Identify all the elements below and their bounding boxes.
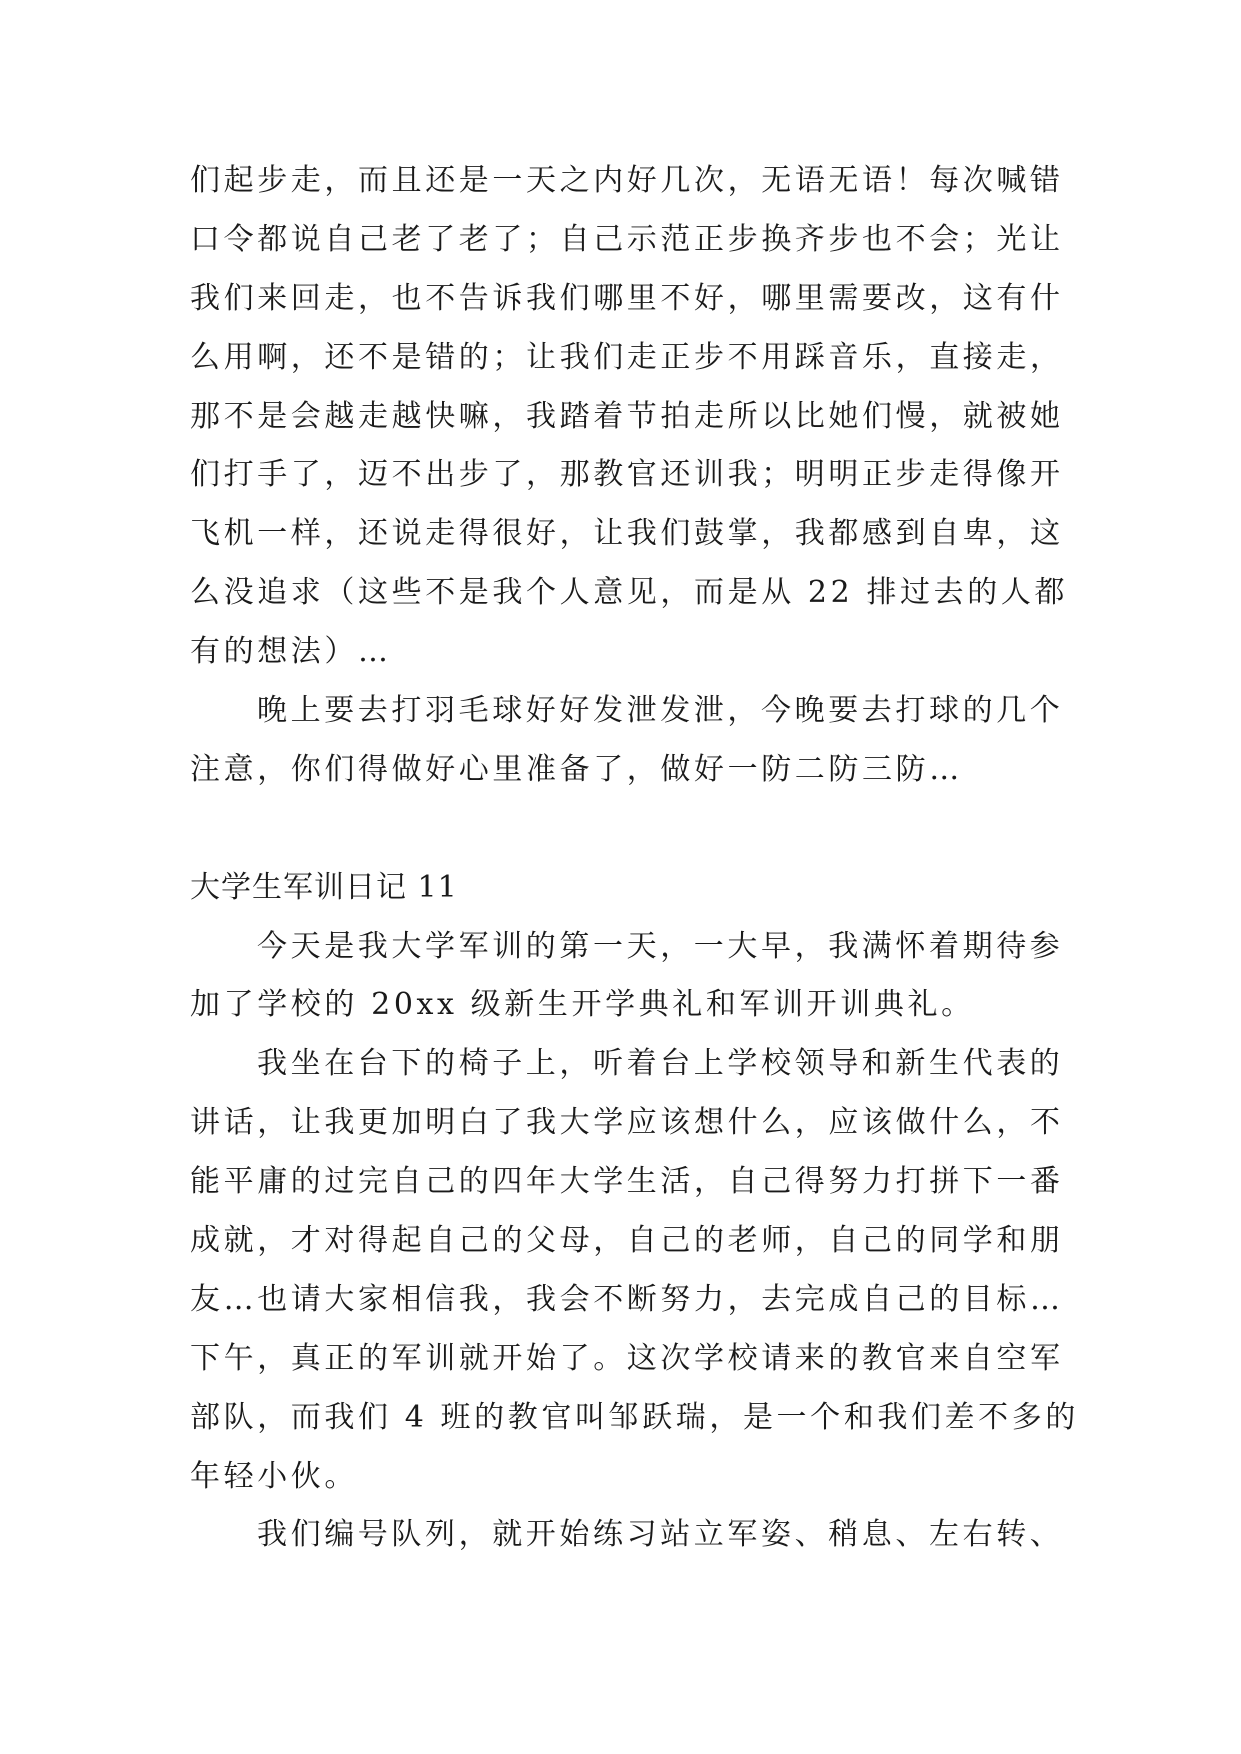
text-line: 今天是我大学军训的第一天，一大早，我满怀着期待参 — [257, 928, 1064, 964]
text-line: 我们来回走，也不告诉我们哪里不好，哪里需要改，这有什 — [190, 280, 1064, 316]
text-line: 飞机一样，还说走得很好，让我们鼓掌，我都感到自卑，这 — [190, 516, 1064, 552]
text-line: 注意，你们得做好心里准备了，做好一防二防三防… — [190, 751, 963, 787]
text-line: 讲话，让我更加明白了我大学应该想什么，应该做什么，不 — [190, 1105, 1064, 1141]
text-line: 部队，而我们 4 班的教官叫邹跃瑞，是一个和我们差不多的 — [190, 1399, 1079, 1435]
text-line: 友…也请大家相信我，我会不断努力，去完成自己的目标… — [190, 1281, 1064, 1317]
text-line: 加了学校的 20xx 级新生开学典礼和军训开训典礼。 — [190, 987, 975, 1023]
paragraph-first-day — [190, 918, 1064, 1036]
text-line: 晚上要去打羽毛球好好发泄发泄，今晚要去打球的几个 — [257, 693, 1064, 729]
text-line: 能平庸的过完自己的四年大学生活，自己得努力打拼下一番 — [190, 1164, 1064, 1200]
text-line: 们打手了，迈不出步了，那教官还训我；明明正步走得像开 — [190, 457, 1064, 493]
text-line: 们起步走，而且还是一天之内好几次，无语无语！每次喊错 — [190, 163, 1064, 198]
paragraph-drill — [190, 1506, 1064, 1565]
text-line: 我们编号队列，就开始练习站立军姿、稍息、左右转、 — [257, 1517, 1064, 1553]
text-line: 我坐在台下的椅子上，听着台上学校领导和新生代表的 — [257, 1046, 1064, 1082]
text-line: 年轻小伙。 — [190, 1458, 358, 1494]
text-line: 有的想法）… — [190, 634, 392, 670]
text-line: 么没追求（这些不是我个人意见，而是从 22 排过去的人都 — [190, 575, 1069, 611]
section-title: 大学生军训日记 11 — [190, 869, 458, 905]
text-line: 下午，真正的军训就开始了。这次学校请来的教官来自空军 — [190, 1340, 1064, 1376]
text-line: 成就，才对得起自己的父母，自己的老师，自己的同学和朋 — [190, 1223, 1064, 1259]
document-body — [190, 152, 1079, 1565]
paragraph-continuation — [190, 152, 1069, 682]
paragraph-badminton — [190, 682, 1064, 800]
text-line: 那不是会越走越快嘛，我踏着节拍走所以比她们慢，就被她 — [190, 398, 1064, 434]
paragraph-ceremony — [190, 1035, 1079, 1506]
text-line: 口令都说自己老了老了；自己示范正步换齐步也不会；光让 — [190, 221, 1064, 257]
text-line: 么用啊，还不是错的；让我们走正步不用踩音乐，直接走， — [190, 339, 1064, 375]
blank-line — [190, 800, 1060, 859]
